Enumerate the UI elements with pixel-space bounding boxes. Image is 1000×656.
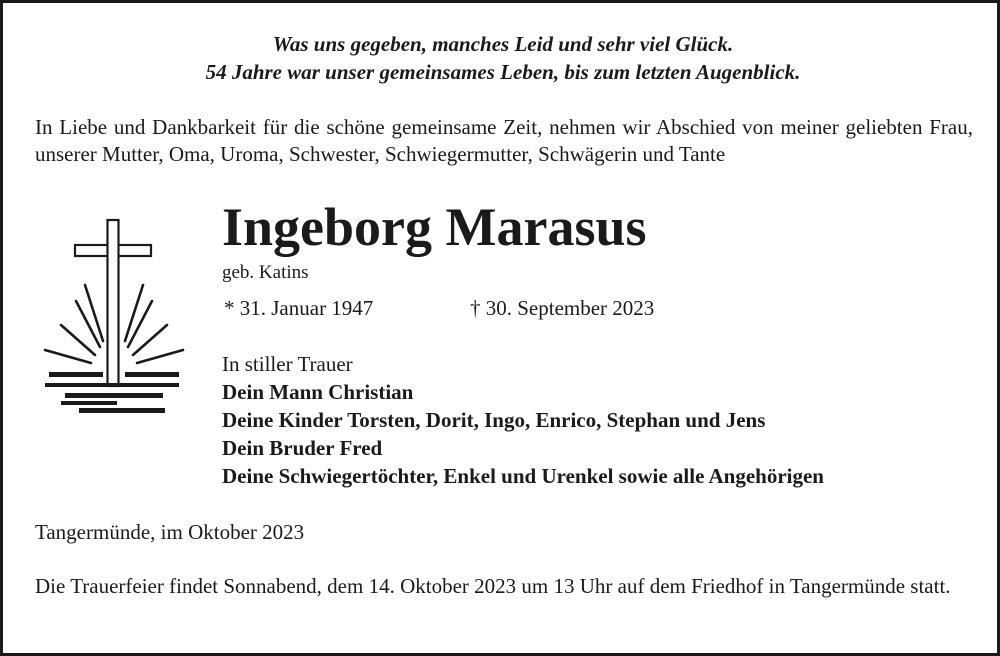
mourner-line: Dein Bruder Fred [222,436,383,460]
motto-line-2: 54 Jahre war unser gemeinsames Leben, bis zum letzten Augenblick. [205,60,801,84]
mourners-intro: In stiller Trauer [222,352,353,376]
deceased-name: Ingeborg Marasus [222,197,647,257]
place-date: Tangermünde, im Oktober 2023 [35,520,305,544]
motto-line-1: Was uns gegeben, manches Leid und sehr viel Glück. [272,32,734,56]
mourner-line: Deine Kinder Torsten, Dorit, Ingo, Enrico, Stephan und Jens [222,408,766,432]
mourner-line: Deine Schwiegertöchter, Enkel und Urenkel sowie alle Angehörigen [222,464,824,488]
maiden-name: geb. Katins [222,262,309,283]
cross-sunrise-icon [39,215,189,420]
ceremony-info: Die Trauerfeier findet Sonnabend, dem 14. Oktober 2023 um 13 Uhr auf dem Friedhof in Tangermünde statt. [35,574,951,598]
intro-text: In Liebe und Dankbarkeit für die schöne gemeinsame Zeit, nehmen wir Abschied von meiner geliebten Frau, unserer Mutter, Oma, Uroma, Schwester, Schwiegermutter, Schwägerin und Tante [35,115,973,166]
mourner-line: Dein Mann Christian [222,380,414,404]
birth-date: * 31. Januar 1947 [224,296,374,320]
mourners-block [222,350,824,490]
motto [3,30,1000,86]
death-date: † 30. September 2023 [470,296,655,320]
